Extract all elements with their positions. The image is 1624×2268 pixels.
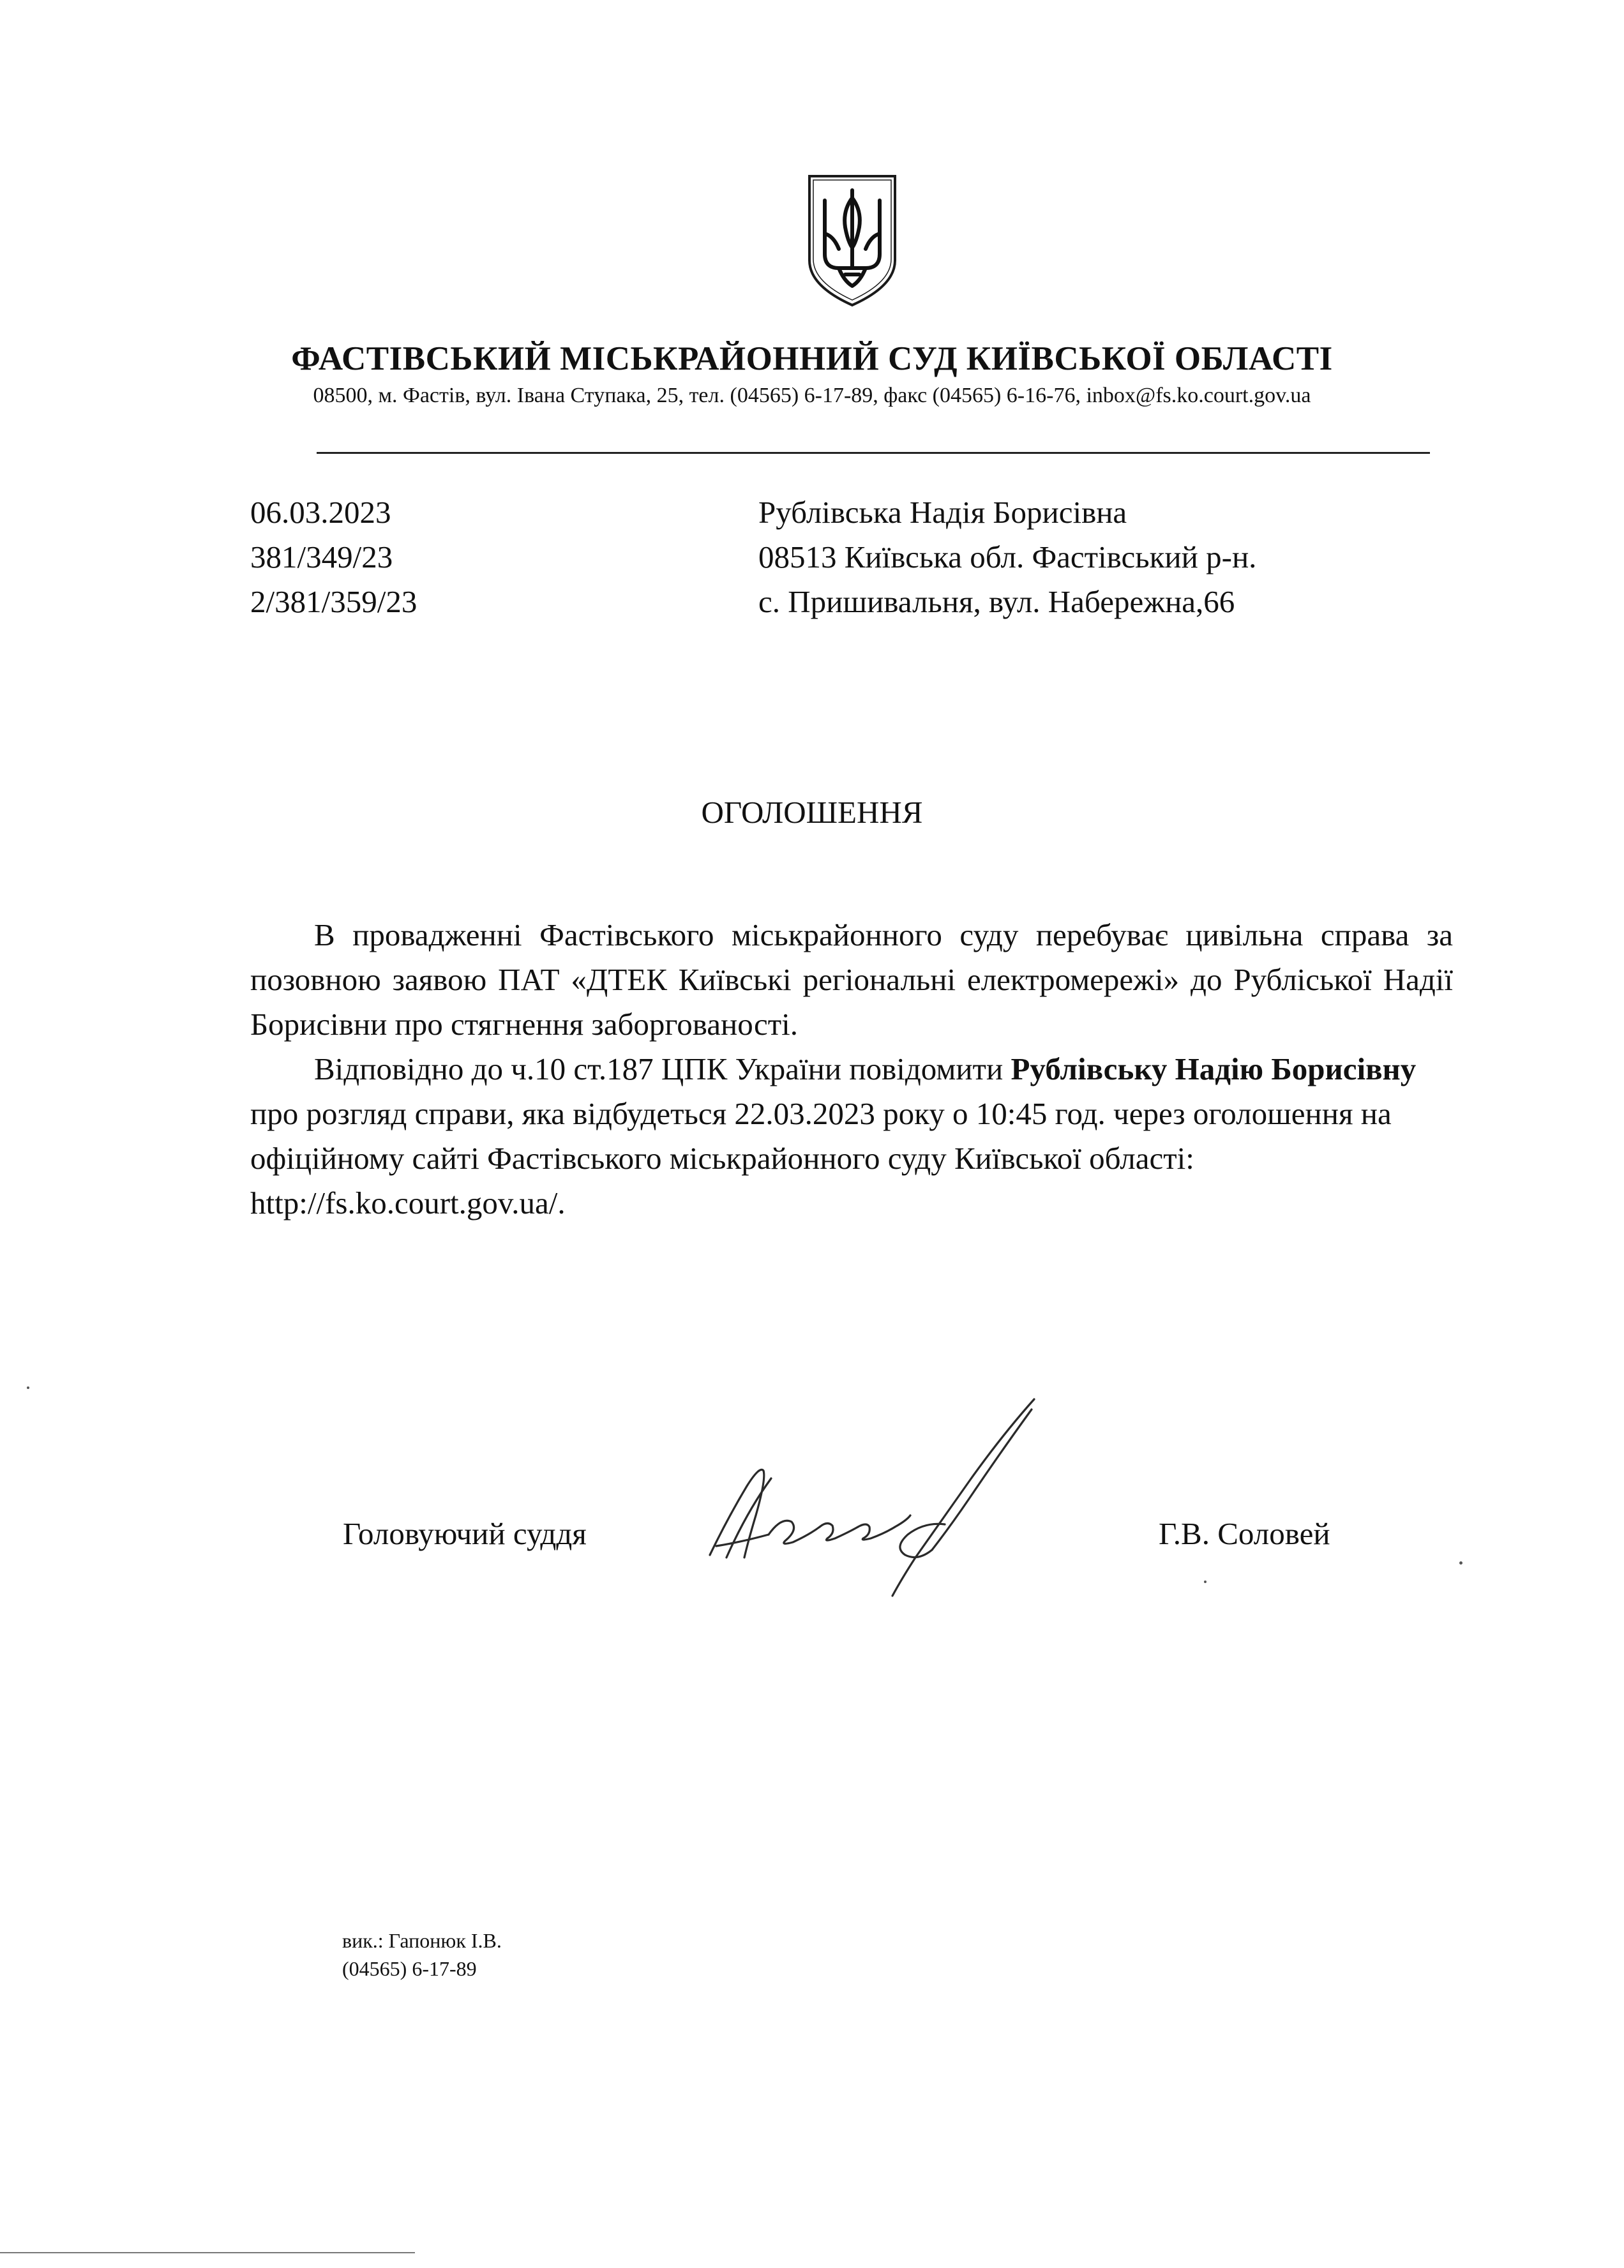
signer-role: Головуючий суддя [343, 1516, 587, 1551]
executor-phone: (04565) 6-17-89 [342, 1957, 477, 1980]
notice-body [250, 913, 1453, 1226]
scan-speck [27, 1386, 29, 1389]
addressee-name-bold: Рублівську Надію Борисівну [1011, 1051, 1417, 1086]
scan-speck [1204, 1581, 1207, 1583]
court-name: ФАСТІВСЬКИЙ МІСЬКРАЙОННИЙ СУД КИЇВСЬКОЇ ОБЛАСТІ [291, 340, 1333, 377]
header-divider [317, 452, 1430, 454]
notice-paragraph-2-end: про розгляд справи, яка відбудеться 22.03.2023 року о 10:45 год. через оголошення на офіційному сайті Фастівського міськрайонного суду Київської області: http://fs.ko.court.gov.ua/. [250, 1096, 1392, 1220]
notice-title: ОГОЛОШЕННЯ [701, 795, 923, 830]
scan-speck [1459, 1561, 1462, 1565]
recipient-address-line2: с. Пришивальня, вул. Набережна,66 [758, 584, 1235, 619]
notice-paragraph-2-start: Відповідно до ч.10 ст.187 ЦПК України повідомити [314, 1051, 1011, 1086]
notice-paragraph-2 [250, 1047, 1453, 1226]
recipient-address-line1: 08513 Київська обл. Фастівський р-н. [758, 539, 1257, 575]
court-contacts: 08500, м. Фастів, вул. Івана Ступака, 25, тел. (04565) 6-17-89, факс (04565) 6-16-76, inbox@fs.ko.court.gov.ua [313, 384, 1311, 407]
outgoing-number: 381/349/23 [250, 539, 393, 575]
notice-paragraph-1: В провадженні Фастівського міськрайонного суду перебуває цивільна справа за позовною заявою ПАТ «ДТЕК Київські регіональні електромережі» до Рубліської Надії Борисівни про стягнення заборгованості. [250, 917, 1453, 1042]
scan-edge-line [0, 2252, 415, 2253]
handwritten-signature [702, 1390, 1047, 1620]
case-number: 2/381/359/23 [250, 584, 417, 619]
coat-of-arms-icon [806, 172, 899, 308]
signer-name: Г.В. Соловей [1159, 1516, 1330, 1551]
executor-name: вик.: Гапонюк І.В. [342, 1929, 502, 1952]
document-date: 06.03.2023 [250, 495, 391, 530]
recipient-name: Рублівська Надія Борисівна [758, 495, 1127, 530]
